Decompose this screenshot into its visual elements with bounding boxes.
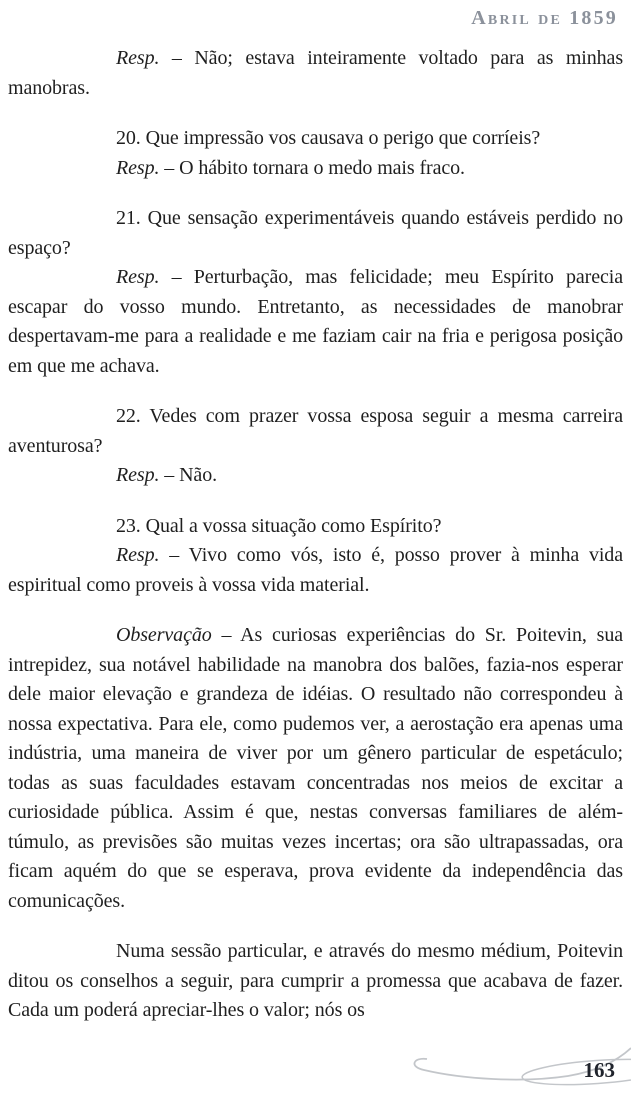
paragraph-text: – Não. [159, 464, 218, 486]
question-answer-block [8, 124, 623, 183]
paragraph-text: – Não; estava inteiramente voltado para as minhas manobras. [8, 47, 623, 99]
paragraph [8, 937, 623, 1026]
paragraph-lead: Resp. [116, 464, 160, 486]
paragraph [8, 263, 623, 381]
observation-block [8, 621, 623, 916]
paragraph [8, 44, 623, 103]
question-answer-block [8, 204, 623, 381]
page-body-text [8, 44, 623, 1026]
paragraph-text: Numa sessão particular, e através do mesmo médium, Poitevin ditou os conselhos a seguir, para cumprir a promessa que acabava de fazer. Cada um poderá apreciar-lhes o valor; nós os [8, 940, 623, 1021]
paragraph [8, 541, 623, 600]
paragraph [8, 621, 623, 916]
paragraph [8, 512, 623, 542]
paragraph-text: – O hábito tornara o medo mais fraco. [159, 156, 465, 179]
closing-block [8, 937, 623, 1026]
paragraph-text: – Perturbação, mas felicidade; meu Espírito parecia escapar do vosso mundo. Entretanto, as necessidades de manobrar despertavam-me para a realidade e me faziam cair na fria e perigosa posição em que me achava. [8, 266, 623, 377]
paragraph-lead: Resp. [116, 156, 160, 179]
question-answer-block [8, 402, 623, 491]
page-number: 163 [583, 1058, 615, 1082]
paragraph-lead: Resp. [116, 266, 160, 288]
paragraph-lead: Observação [116, 624, 212, 646]
paragraph-text: 21. Que sensação experimentáveis quando estáveis perdido no espaço? [8, 207, 623, 259]
paragraph-lead: Resp. [116, 47, 160, 69]
paragraph [8, 402, 623, 461]
paragraph-lead: Resp. [116, 544, 160, 566]
paragraph [8, 461, 623, 491]
paragraph-text: – Vivo como vós, isto é, posso prover à minha vida espiritual como proveis à vossa vida material. [8, 544, 623, 596]
page-footer [400, 1040, 631, 1092]
paragraph [8, 154, 623, 184]
paragraph [8, 204, 623, 263]
paragraph [8, 124, 623, 154]
running-header: Abril de 1859 [471, 7, 618, 29]
paragraph-text: 22. Vedes com prazer vossa esposa seguir a mesma carreira aventurosa? [8, 405, 623, 457]
paragraph-text: 20. Que impressão vos causava o perigo que corríeis? [116, 127, 541, 149]
paragraph-text: 23. Qual a vossa situação como Espírito? [116, 514, 442, 537]
question-answer-block [8, 512, 623, 601]
answer-block [8, 44, 623, 103]
paragraph-text: – As curiosas experiências do Sr. Poitevin, sua intrepidez, sua notável habilidade na manobra dos balões, fazia-nos esperar dele maior elevação e grandeza de idéias. O resultado não correspondeu à nossa expectativa. Para ele, como pudemos ver, a aerostação era apenas uma indústria, uma maneira de viver por um gênero particular de espetáculo; todas as suas faculdades estavam concentradas nos meios de excitar a curiosidade pública. Assim é que, nestas conversas familiares de além-túmulo, as previsões são muitas vezes incertas; ora são ultrapassadas, ora ficam aquém do que se esperava, prova evidente da independência das comunicações. [8, 624, 623, 912]
